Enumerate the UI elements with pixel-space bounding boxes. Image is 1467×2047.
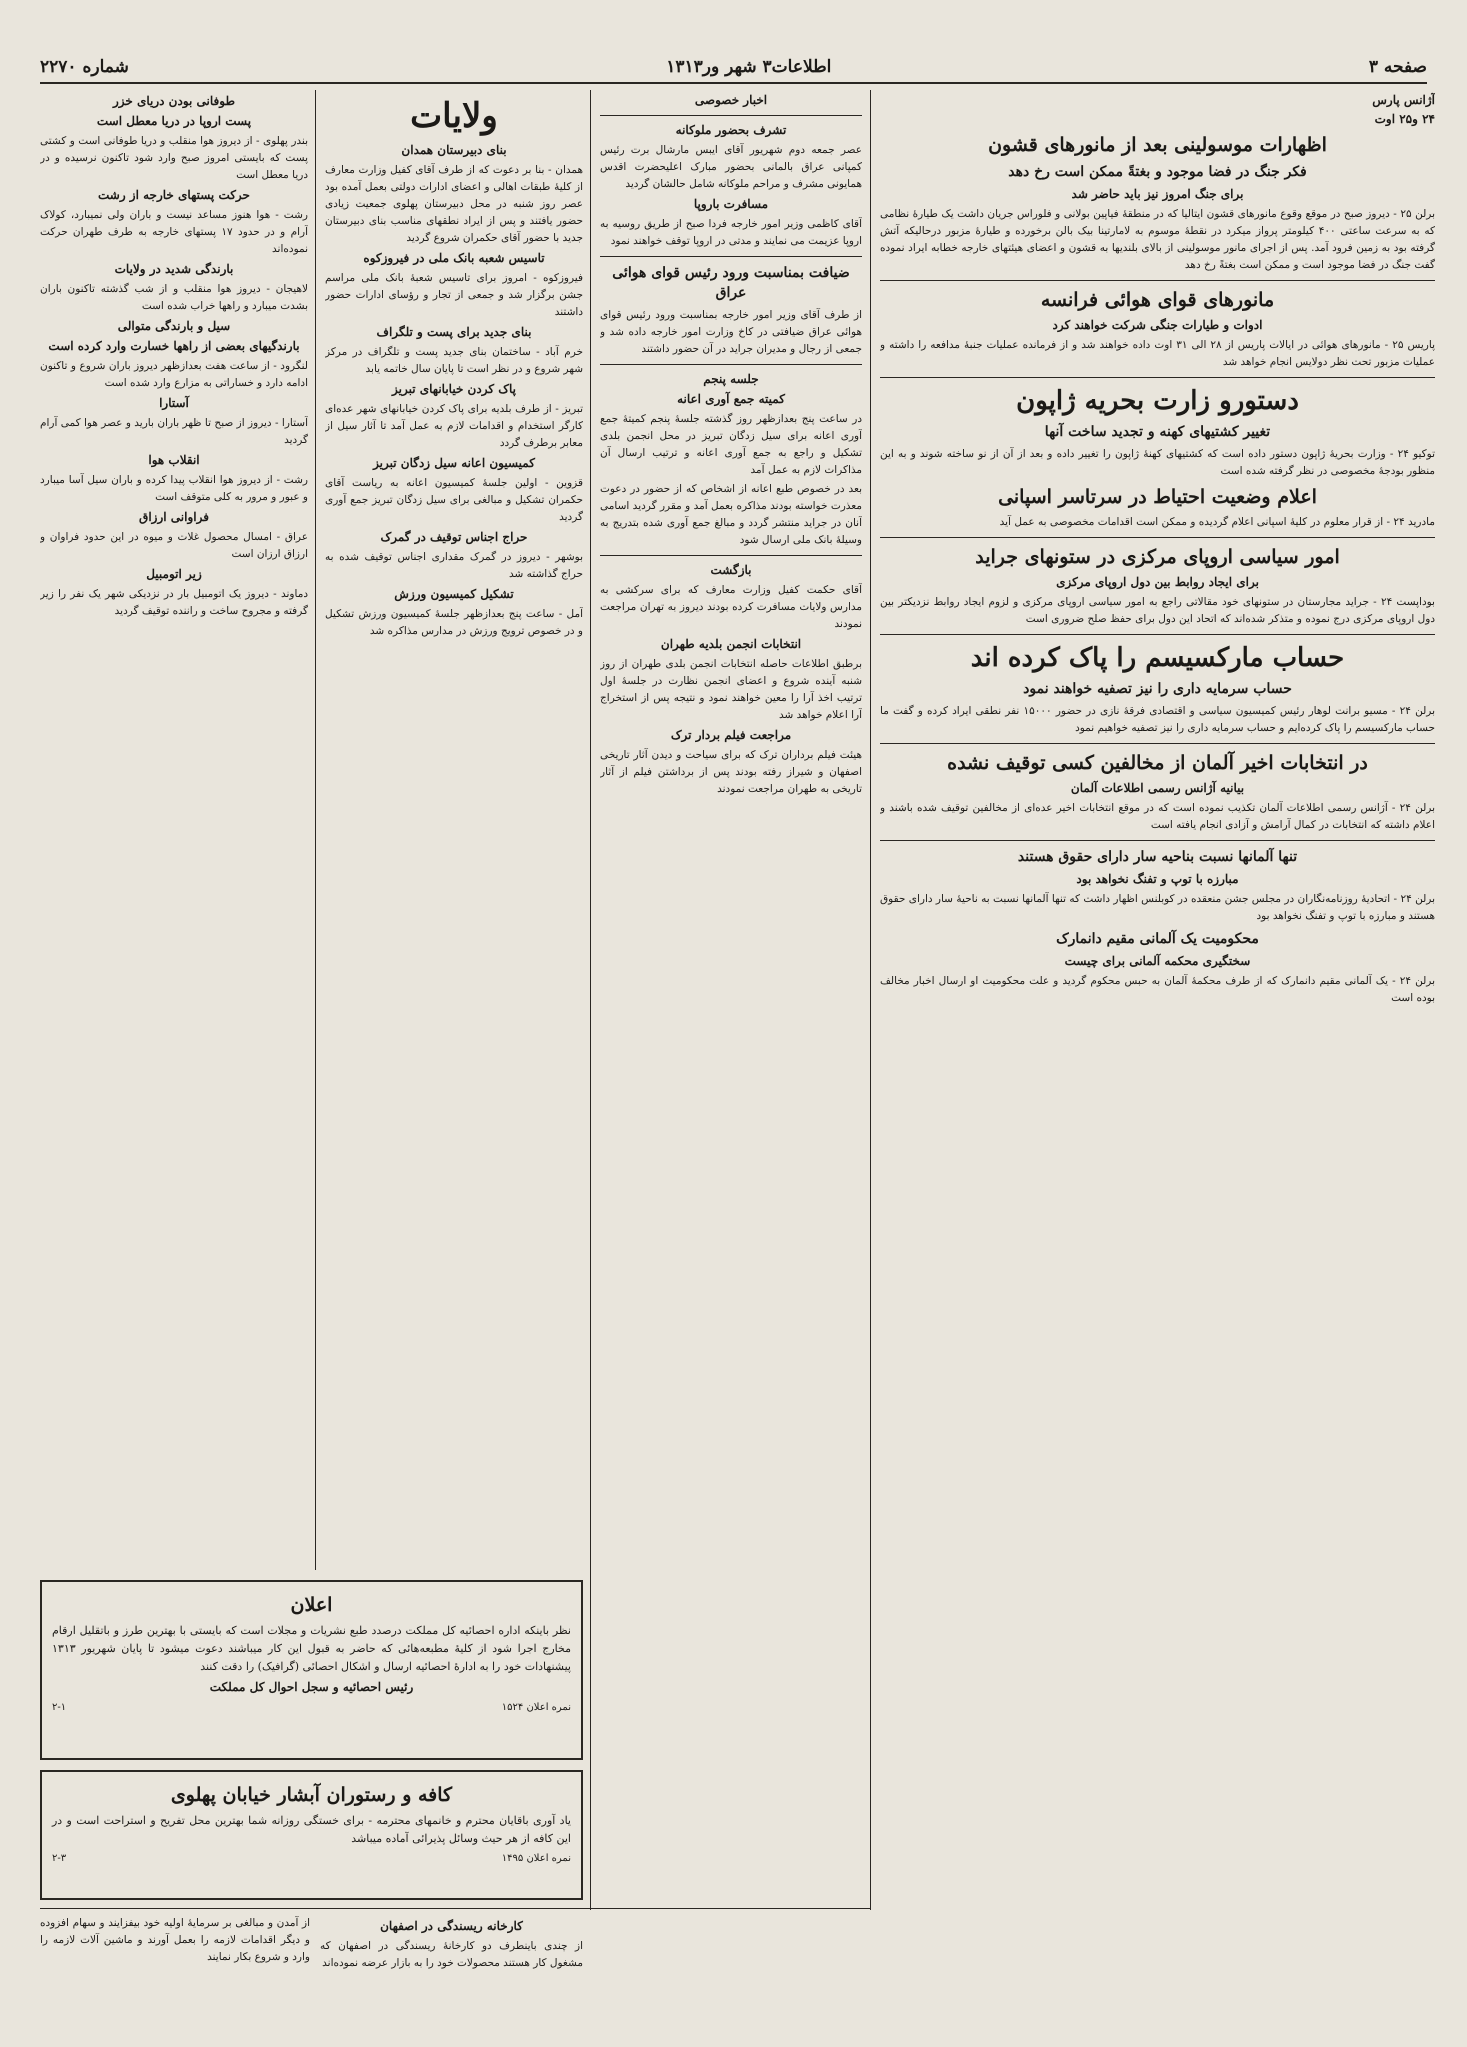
column-provinces bbox=[325, 90, 583, 1570]
masthead bbox=[40, 52, 1427, 84]
headline: اظهارات موسولینی بعد از مانورهای قشون bbox=[988, 134, 1327, 156]
article-body: برلن ۲۴ - مسیو برانت لوهار رئیس کمیسیون سیاسی و اقتصادی فرقهٔ نازی در حضور ۱۵۰۰۰ نفر نطقی ایراد کرده و گفت ما حساب مارکسیسم را پاک کرده‌ایم و حساب سرمایه داری را نیز تصفیه خواهیم نمود bbox=[880, 705, 1435, 734]
divider bbox=[880, 634, 1435, 635]
dateline: ۲۴ و۲۵ اوت bbox=[1374, 112, 1435, 126]
headline: بنای جدید برای پست و تلگراف bbox=[376, 325, 532, 339]
headline: اعلام وضعیت احتیاط در سرتاسر اسپانی bbox=[998, 486, 1317, 508]
headline: سیل و بارندگی متوالی bbox=[117, 319, 231, 333]
article-isfahan-spinning bbox=[320, 1915, 583, 2025]
subheadline: بیانیه آژانس رسمی اطلاعات آلمان bbox=[1070, 781, 1245, 795]
article-body: همدان - بنا بر دعوت که از طرف آقای کفیل وزارت معارف از کلیهٔ طبقات اهالی و اعضای ادارات دولتی بعمل آمده بود عصر روز شنبه در محل دبیرستان پهلوی جمعیت زیادی حضور یافتند و پس از ایراد نطقهای مناسب بنای دبیرستان جدید با حضور آقای حکمران شروع گردید bbox=[325, 164, 583, 244]
article-body: آقای حکمت کفیل وزارت معارف که برای سرکشی به مدارس ولایات مسافرت کرده بودند دیروز به تهران مراجعت نمودند bbox=[600, 584, 862, 630]
headline: کمیسیون اعانه سیل زدگان تبریز bbox=[373, 456, 535, 470]
ad-code: ۲-۳ bbox=[52, 1853, 67, 1864]
divider bbox=[600, 555, 862, 556]
notice-ref: نمره اعلان ۱۵۲۴ bbox=[501, 1702, 571, 1713]
article-body: تبریز - از طرف بلدیه برای پاک کردن خیابانهای شهر عده‌ای کارگر استخدام و اقدامات لازم به عمل آمد تا آثار سیل از معابر برطرف گردد bbox=[325, 403, 583, 449]
article-body: خرم آباد - ساختمان بنای جدید پست و تلگراف در مرکز شهر شروع و در نظر است تا پایان سال خاتمه یابد bbox=[325, 346, 583, 375]
subheadline: ادوات و طیارات جنگی شرکت خواهند کرد bbox=[1052, 318, 1263, 332]
article-body: قزوین - اولین جلسهٔ کمیسیون اعانه به ریاست آقای حکمران تشکیل و مبالغی برای سیل زدگان تبریز جمع آوری گردید bbox=[325, 477, 583, 523]
article-body: عراق - امسال محصول غلات و میوه در این حدود فراوان و ارزاق ارزان است bbox=[40, 531, 308, 560]
divider bbox=[880, 537, 1435, 538]
subheadline: فکر جنگ در فضا موجود و بغتةً ممکن است رخ دهد bbox=[1008, 164, 1307, 180]
ad-ref: نمره اعلان ۱۴۹۵ bbox=[501, 1853, 571, 1864]
article-body: پاریس ۲۵ - مانورهای هوائی در ایالات پاریس از ۲۸ الی ۳۱ اوت داده خواهند شد و از فرمانده عملیات جنبهٔ مدافعه را داشته و عملیات مزبور تحت نظر دولایس انجام خواهد شد bbox=[880, 339, 1435, 368]
headline: تشکیل کمیسیون ورزش bbox=[394, 587, 514, 601]
headline: محکومیت یک آلمانی مقیم دانمارک bbox=[1056, 931, 1259, 947]
divider bbox=[880, 743, 1435, 744]
issue-number: شماره ۲۲۷۰ bbox=[40, 57, 129, 77]
subheadline: برای ایجاد روابط بین دول اروپای مرکزی bbox=[1056, 575, 1259, 589]
article-body: دماوند - دیروز یک اتومبیل بار در نزدیکی شهر یک نفر را زیر گرفته و مجروح ساخت و راننده توقیف گردید bbox=[40, 588, 308, 617]
subheadline: مبارزه با توپ و تفنگ نخواهد بود bbox=[1076, 872, 1239, 886]
headline: در انتخابات اخیر آلمان از مخالفین کسی توقیف نشده bbox=[947, 752, 1368, 774]
section-kicker: اخبار خصوصی bbox=[694, 93, 768, 107]
article-body: عصر جمعه دوم شهریور آقای ایبس مارشال برت رئیس کمپانی عراق بالمانی بحضور مبارک اعلیحضرت اقدس همایونی مشرف و مراحم ملوکانه شامل حالشان گردید bbox=[600, 144, 862, 190]
article-body: برلن ۲۴ - اتحادیهٔ روزنامه‌نگاران در مجلس جشن منعقده در کوبلنس اظهار داشت که تنها آلمانها نسبت به ناحیهٔ سار دارای حقوق هستند و مبارزه با توپ و تفنگ نخواهد بود bbox=[880, 893, 1435, 922]
headline: فراوانی ارزاق bbox=[139, 510, 209, 524]
paper-date: اطلاعات۳ شهر ور۱۳۱۳ bbox=[666, 57, 832, 77]
divider bbox=[600, 256, 862, 257]
divider bbox=[600, 364, 862, 365]
headline: حرکت پستهای خارجه از رشت bbox=[98, 188, 250, 202]
article-body: از آمدن و مبالغی بر سرمایهٔ اولیه خود بیفزایند و سهام افزوده و دیگر اقدامات لازمه را بعمل آورند و ماشین آلات لازمه را وارد و شروع بکار نمایند bbox=[40, 1917, 310, 1963]
subheadline: بارندگیهای بعضی از راهها خسارت وارد کرده است bbox=[48, 339, 300, 353]
ad-footer bbox=[52, 1850, 571, 1868]
headline: حراج اجناس توقیف در گمرک bbox=[380, 530, 528, 544]
article-body: لاهیجان - دیروز هوا منقلب و از شب گذشته تاکنون باران بشدت میبارد و راهها خراب شده است bbox=[40, 283, 308, 312]
column-rule bbox=[590, 90, 591, 1910]
column-domestic-news bbox=[600, 90, 862, 2010]
headline: آستارا bbox=[159, 396, 189, 410]
notice-footer bbox=[52, 1699, 571, 1717]
headline: جلسه پنجم bbox=[703, 372, 759, 386]
headline: ضیافت بمناسبت ورود رئیس قوای هوائی عراق bbox=[612, 265, 850, 301]
column-rule bbox=[315, 90, 316, 1570]
headline: دستورو زارت بحریه ژاپون bbox=[1016, 386, 1299, 416]
headline: بنای دبیرستان همدان bbox=[401, 143, 507, 157]
article-body: بوداپست ۲۴ - جراید مجارستان در ستونهای خود مقالاتی راجع به امور سیاسی اروپای مرکزی و لزوم ایجاد روابط نزدیکتر بین دول اروپای مرکزی درج نموده و متذکر شده‌اند که اتحاد این دول برای حفظ صلح ضروری است bbox=[880, 596, 1435, 625]
article-body: برلن ۲۴ - آژانس رسمی اطلاعات آلمان تکذیب نموده است که در موقع انتخابات اخیر عده‌ای از مخالفین توقیف شده باشند و اعلام داشته که انتخابات در کمال آرامش و آزادی انجام یافته است bbox=[880, 802, 1435, 831]
notice-body: نظر باینکه اداره احصائیه کل مملکت درصدد طبع نشریات و مجلات است که بایستی با بهترین طرز و باتقلیل ارقام مخارج اجرا شود از کلیهٔ مطبعه‌هائی که حاضر به قبول این کار میباشند دعوت میشود تا پایان شهریور ۱۳۱۳ پیشنهادات خود را به ادارهٔ احصائیه ارسال و اشکال احصائی (گرافیک) را دقت کنند bbox=[52, 1624, 571, 1673]
subheadline: پست اروپا در دریا معطل است bbox=[96, 114, 252, 128]
subheadline: سختگیری محکمه آلمانی برای چیست bbox=[1064, 954, 1251, 968]
article-body: رشت - هوا هنوز مساعد نیست و باران ولی نمیبارد، کولاک آرام و در حدود ۱۷ پستهای خارجه به طرف طهران حرکت نموده‌اند bbox=[40, 209, 308, 255]
divider bbox=[880, 840, 1435, 841]
ad-title: کافه و رستوران آبشار خیابان پهلوی bbox=[170, 1784, 453, 1806]
notice-signature: رئیس احصائیه و سجل احوال کل مملکت bbox=[209, 1680, 414, 1694]
government-notice bbox=[40, 1580, 583, 1760]
page-label: صفحه ۳ bbox=[1368, 57, 1427, 77]
ad-body: یاد آوری باقایان محترم و خانمهای محترمه - برای خستگی روزانه شما بهترین محل تفریح و استراحت است و در این کافه از هر حیث وسائل پذیرائی آماده میباشد bbox=[52, 1814, 571, 1845]
article-body: برلن ۲۵ - دیروز صبح در موقع وقوع مانورهای قشون ایتالیا که در منطقهٔ فیاپین بولانی و فلوراس جریان داشت یک طیارهٔ نظامی که به سرعت ساعتی ۴۰۰ کیلومتر پرواز میکرد در نقطهٔ موسوم به لامارتینا بیک بالن برخورده و طیارهٔ مزبور درحالیکه آتش گرفته بود به زمین فرود آمد. پس از اجرای مانور موسولینی از بالای بلندیها به قشون و اعضای هیئتهای خارجه خطابه ایراد نموده گفت جنگ در فضا موجود است و ممکن است بغتةً رخ دهد bbox=[880, 208, 1435, 271]
headline: مسافرت باروپا bbox=[693, 197, 769, 211]
headline: مانورهای قوای هوائی فرانسه bbox=[1040, 289, 1275, 311]
headline: حساب مارکسیسم را پاک کرده اند bbox=[970, 643, 1345, 673]
section-title: ولایات bbox=[410, 96, 498, 136]
article-continuation bbox=[40, 1915, 310, 2025]
notice-code: ۲-۱ bbox=[52, 1702, 67, 1713]
column-rule bbox=[870, 90, 871, 1910]
notice-title: اعلان bbox=[290, 1594, 333, 1616]
subheadline: حساب سرمایه داری را نیز تصفیه خواهند نمود bbox=[1023, 681, 1292, 697]
article-body: لنگرود - از ساعت هفت بعدازظهر دیروز باران شروع و تاکنون ادامه دارد و خساراتی به مزارع وارد شده است bbox=[40, 360, 308, 389]
subheadline: تغییر کشتیهای کهنه و تجدید ساخت آنها bbox=[1044, 424, 1271, 440]
article-body: در ساعت پنج بعدازظهر روز گذشته جلسهٔ پنجم کمیتهٔ جمع آوری اعانه برای سیل زدگان تبریز در محل انجمن بلدی تشکیل و راجع به جمع آوری اعانه و ترتیب ارسال آن مذاکرات لازم به عمل آمد bbox=[600, 413, 862, 476]
column-weather bbox=[40, 90, 308, 1570]
headline: پاک کردن خیابانهای تبریز bbox=[392, 382, 516, 396]
article-body: برلن ۲۴ - یک آلمانی مقیم دانمارک که از طرف محکمهٔ آلمان به حبس محکوم گردید و علت محکومیت او ارسال اخبار مخالف بوده است bbox=[880, 975, 1435, 1004]
divider bbox=[880, 280, 1435, 281]
subheadline: برای جنگ امروز نیز باید حاضر شد bbox=[1071, 187, 1244, 201]
headline: انتخابات انجمن بلدیه طهران bbox=[660, 637, 802, 651]
article-body: برطبق اطلاعات حاصله انتخابات انجمن بلدی طهران از روز شنبه آینده شروع و اعضای انجمن نظارت در جلسهٔ اول ترتیب اخذ آرا را معین خواهند نمود و نتیجه پس از استخراج آرا اعلام خواهد شد bbox=[600, 658, 862, 721]
headline: کارخانه ریسندگی در اصفهان bbox=[380, 1919, 523, 1933]
subheadline: کمیته جمع آوری اعانه bbox=[677, 392, 785, 406]
article-body: مادرید ۲۴ - از قرار معلوم در کلیهٔ اسپانی اعلام گردیده و ممکن است اقدامات مخصوصی به عمل آید bbox=[999, 516, 1435, 528]
article-body: رشت - از دیروز هوا انقلاب پیدا کرده و باران سیل آسا میبارد و عبور و مرور به کلی متوقف است bbox=[40, 474, 308, 503]
article-body: توکیو ۲۴ - وزارت بحریهٔ ژاپون دستور داده است که کشتیهای کهنهٔ ژاپون را تغییر داده و بعد از آن از نو ساخته شوند و به این منظور بودجهٔ مخصوصی در نظر گرفته شده است bbox=[880, 448, 1435, 477]
divider bbox=[600, 115, 862, 116]
column-foreign-news bbox=[880, 90, 1435, 2010]
headline: زیر اتومبیل bbox=[146, 567, 202, 581]
headline: تنها آلمانها نسبت بناحیه سار دارای حقوق هستند bbox=[1017, 849, 1298, 865]
headline: امور سیاسی اروپای مرکزی در ستونهای جراید bbox=[975, 546, 1340, 568]
article-body: آستارا - دیروز از صبح تا ظهر باران بارید و عصر هوا کمی آرام گردید bbox=[40, 417, 308, 446]
headline: مراجعت فیلم بردار ترک bbox=[670, 728, 792, 742]
article-body: آمل - ساعت پنج بعدازظهر جلسهٔ کمیسیون ورزش تشکیل و در خصوص ترویج ورزش در مدارس مذاکره شد bbox=[325, 608, 583, 637]
article-body: هیئت فیلم برداران ترک که برای سیاحت و دیدن آثار تاریخی اصفهان و شیراز رفته بودند پس از برداشتن فیلم از آثار تاریخی به طهران مراجعت نمودند bbox=[600, 749, 862, 795]
article-body: از طرف آقای وزیر امور خارجه بمناسبت ورود رئیس قوای هوائی عراق ضیافتی در کاخ وزارت امور خارجه داده شد و جمعی از رجال و مدیران جراید در آن حضور داشتند bbox=[600, 309, 862, 355]
headline: انقلاب هوا bbox=[148, 453, 200, 467]
headline: طوفانی بودن دریای خزر bbox=[112, 94, 236, 108]
article-body: از چندی باینطرف دو کارخانهٔ ریسندگی در اصفهان که مشغول کار هستند محصولات خود را به بازار عرضه نموده‌اند bbox=[320, 1940, 583, 1969]
article-body: بندر پهلوی - از دیروز هوا منقلب و دریا طوفانی است و کشتی پست که بایستی امروز صبح وارد شود تاکنون نرسیده و در دریا معطل است bbox=[40, 135, 308, 181]
article-body: آقای کاظمی وزیر امور خارجه فردا صبح از طریق روسیه به اروپا عزیمت می نمایند و مدتی در اروپا توقف خواهند نمود bbox=[600, 218, 862, 247]
divider bbox=[880, 377, 1435, 378]
headline: تاسیس شعبه بانک ملی در فیروزکوه bbox=[363, 251, 545, 265]
article-body: فیروزکوه - امروز برای تاسیس شعبهٔ بانک ملی مراسم جشن برگزار شد و جمعی از تجار و رؤسای ادارات حضور داشتند bbox=[325, 272, 583, 318]
bottom-rule bbox=[40, 1908, 870, 1909]
article-body: بعد در خصوص طبع اعانه از اشخاص که از حضور در دعوت معذرت خواسته بودند مذاکره بعمل آمد و مقرر گردید اسامی آنان در جراید منتشر گردد و مبالغ جمع آوری شده بتدریج به وسیلهٔ بانک ملی ارسال شود bbox=[600, 483, 862, 546]
article-body: بوشهر - دیروز در گمرک مقداری اجناس توقیف شده به حراج گذاشته شد bbox=[325, 551, 583, 580]
headline: تشرف بحضور ملوکانه bbox=[675, 123, 787, 137]
agency-label: آژانس پارس bbox=[1372, 93, 1435, 107]
headline: بازگشت bbox=[710, 563, 752, 577]
headline: بارندگی شدید در ولایات bbox=[114, 262, 234, 276]
cafe-advertisement bbox=[40, 1770, 583, 1900]
